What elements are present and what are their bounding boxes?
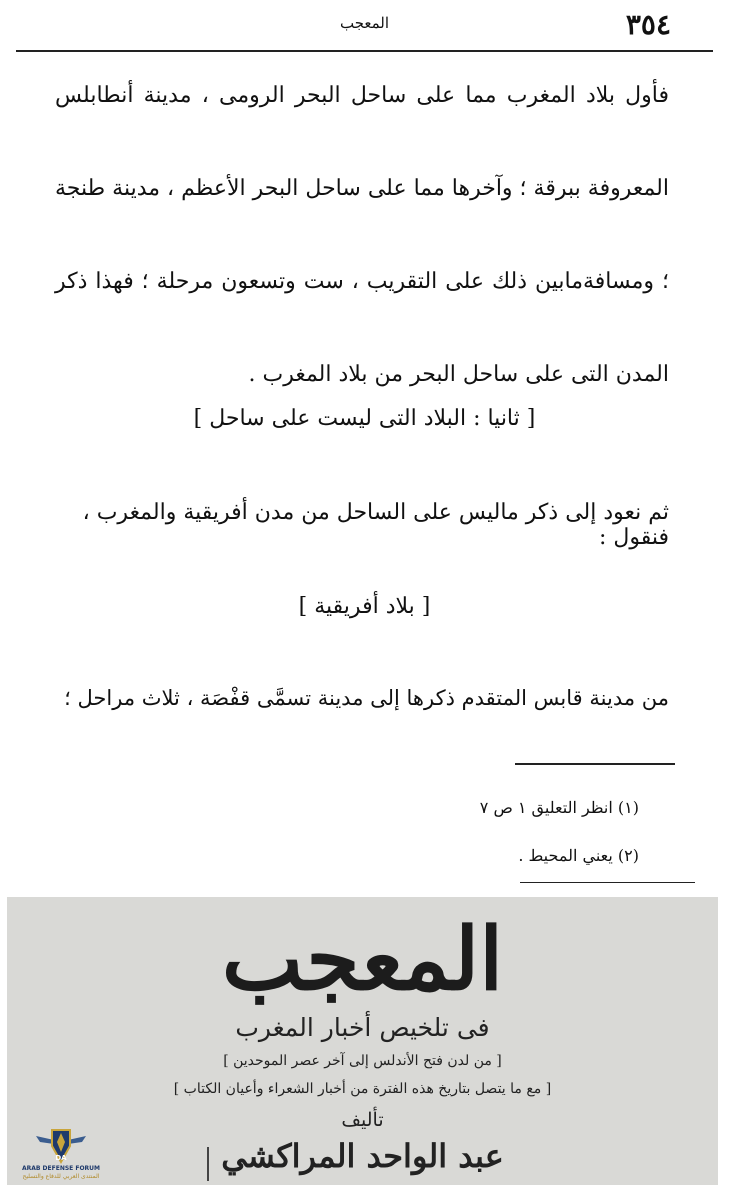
cover-scope-line: [ من لدن فتح الأندلس إلى آخر عصر الموحدين ] [223, 1053, 502, 1069]
paragraph-2: ثم نعود إلى ذكر ماليس على الساحل من مدن أفريقية والمغرب ، فنقول : [82, 500, 669, 550]
section-heading-2: [ بلاد أفريقية ] [298, 594, 431, 619]
paragraph-1: فأول بلاد المغرب مما على ساحل البحر الرومى ، مدينة أنطابلس المعروفة ببرقة ؛ وآخرها مما على ساحل البحر الأعظم ، مدينة طنجة ؛ ومسافةمابين ذلك على التقريب ، ست وتسعون مرحلة ؛ فهذا ذكر المدن التى على ساحل البحر من بلاد المغرب . [55, 83, 669, 387]
section-heading-1: [ ثانيا : البلاد التى ليست على ساحل ] [193, 406, 536, 431]
cover-title: المعجب [221, 909, 504, 1010]
cover-authored-by: تأليف [341, 1109, 384, 1131]
footnote-1: (١) انظر التعليق ١ ص ٧ [479, 798, 639, 817]
footnote-underline [520, 882, 695, 883]
shield-wings-icon [34, 1122, 88, 1166]
cover-subtitle: فى تلخيص أخبار المغرب [235, 1013, 490, 1042]
page-number: ٣٥٤ [625, 8, 671, 41]
running-title: المعجب [339, 14, 390, 32]
footnote-rule [515, 763, 675, 765]
forum-name-arabic: المنتدى العربي للدفاع والتسليح [22, 1173, 100, 1180]
forum-name: ARAB DEFENSE FORUM [21, 1165, 101, 1172]
cover-author: عبد الواحد المراكشي [221, 1137, 504, 1175]
logo-initials: DA [55, 1154, 67, 1162]
forum-watermark-logo [6, 1122, 116, 1188]
footnote-2: (٢) يعني المحيط . [518, 846, 639, 865]
cover-divider [207, 1147, 209, 1181]
cover-scope-line-2: [ مع ما يتصل بتاريخ هذه الفترة من أخبار الشعراء وأعيان الكتاب ] [173, 1081, 552, 1097]
page-header [20, 6, 709, 46]
paragraph-3: من مدينة قابس المتقدم ذكرها إلى مدينة تسمَّى قفْصَة ، ثلاث مراحل ؛ [64, 686, 669, 710]
